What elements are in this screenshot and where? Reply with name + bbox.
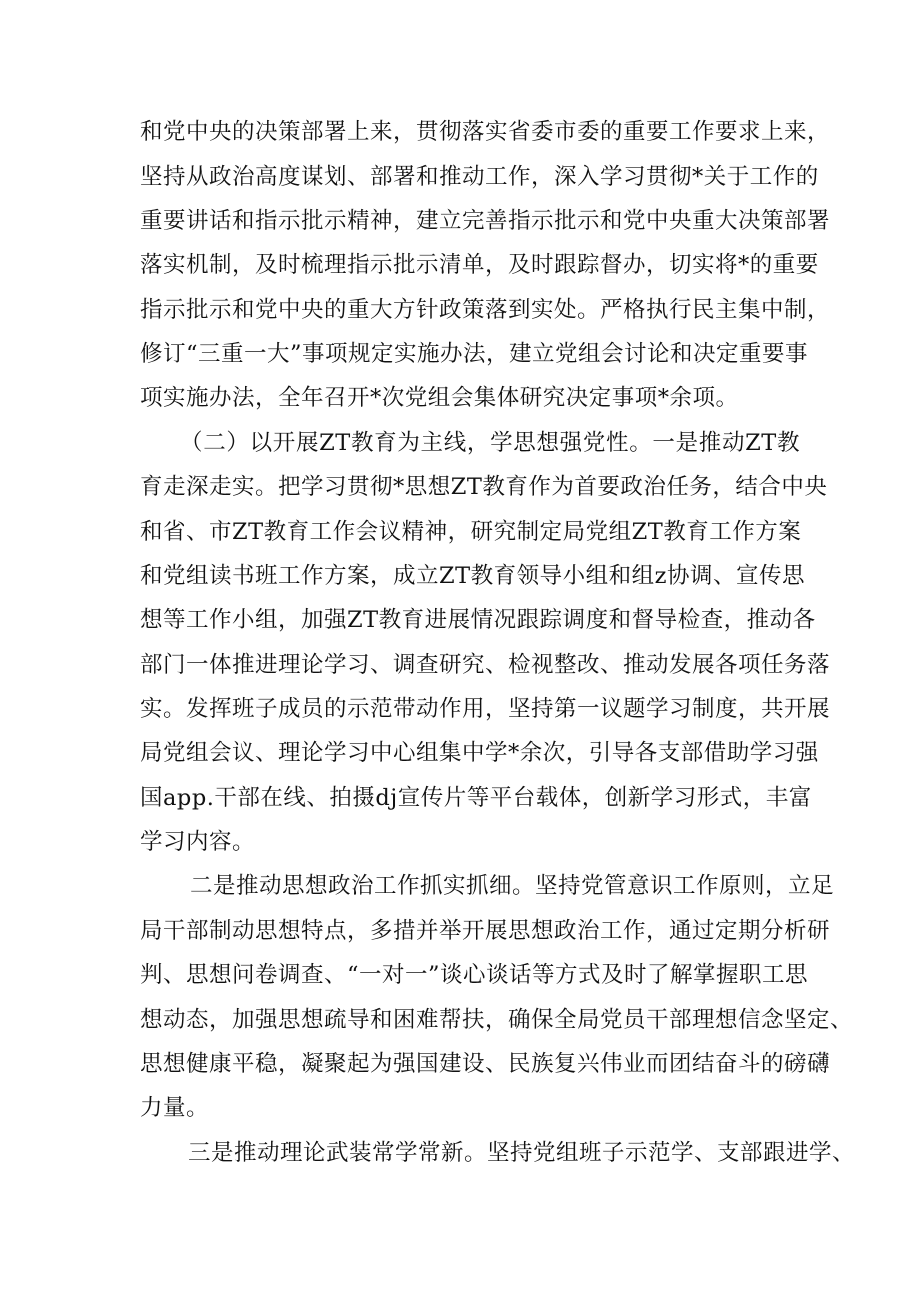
text-line: 指示批示和党中央的重大方针政策落到实处。严格执行民主集中制， bbox=[140, 297, 831, 323]
text-line: 实。发挥班子成员的示范带动作用，坚持第一议题学习制度，共开展 bbox=[140, 696, 831, 722]
section-heading-line: （二）以开展ZT教育为主线，学思想强党性。一是推动ZT教 bbox=[180, 430, 800, 456]
text-line: 想动态，加强思想疏导和困难帮扶，确保全局党员干部理想信念坚定、 bbox=[140, 1007, 854, 1033]
text-line: 育走深走实。把学习贯彻*思想ZT教育作为首要政治任务，结合中央 bbox=[140, 474, 828, 500]
text-line: 想等工作小组，加强ZT教育进展情况跟踪调度和督导检查，推动各 bbox=[140, 607, 816, 633]
text-line: 和党中央的决策部署上来，贯彻落实省委市委的重要工作要求上来， bbox=[140, 119, 831, 145]
text-line: 和省、市ZT教育工作会议精神，研究制定局党组ZT教育工作方案 bbox=[140, 519, 802, 545]
text-line: 国app.干部在线、拍摄dj宣传片等平台载体，创新学习形式，丰富 bbox=[140, 785, 812, 811]
text-line: 判、思想问卷调查、“一对一”谈心谈话等方式及时了解掌握职工思 bbox=[140, 962, 809, 988]
paragraph-start-line: 二是推动思想政治工作抓实抓细。坚持党管意识工作原则，立足 bbox=[190, 873, 835, 899]
text-line: 项实施办法，全年召开*次党组会集体研究决定事项*余项。 bbox=[140, 385, 739, 411]
paragraph-start-line: 三是推动理论武装常学常新。坚持党组班子示范学、支部跟进学、 bbox=[188, 1140, 856, 1166]
text-line: 思想健康平稳，凝聚起为强国建设、民族复兴伟业而团结奋斗的磅礴 bbox=[140, 1051, 831, 1077]
text-line: 坚持从政治高度谋划、部署和推动工作，深入学习贯彻*关于工作的 bbox=[140, 164, 819, 190]
text-line: 局党组会议、理论学习中心组集中学*余次，引导各支部借助学习强 bbox=[140, 740, 819, 766]
text-line: 和党组读书班工作方案，成立ZT教育领导小组和组z协调、宣传思 bbox=[140, 563, 805, 589]
text-line: 学习内容。 bbox=[140, 829, 256, 855]
text-line: 局干部制动思想特点，多措并举开展思想政治工作，通过定期分析研 bbox=[140, 918, 831, 944]
text-line: 力量。 bbox=[140, 1095, 210, 1121]
text-line: 修订“三重一大”事项规定实施办法，建立党组会讨论和决定重要事 bbox=[140, 341, 809, 367]
text-line: 落实机制，及时梳理指示批示清单，及时跟踪督办，切实将*的重要 bbox=[140, 252, 819, 278]
text-line: 部门一体推进理论学习、调查研究、检视整改、推动发展各项任务落 bbox=[140, 652, 831, 678]
text-line: 重要讲话和指示批示精神，建立完善指示批示和党中央重大决策部署 bbox=[140, 208, 831, 234]
